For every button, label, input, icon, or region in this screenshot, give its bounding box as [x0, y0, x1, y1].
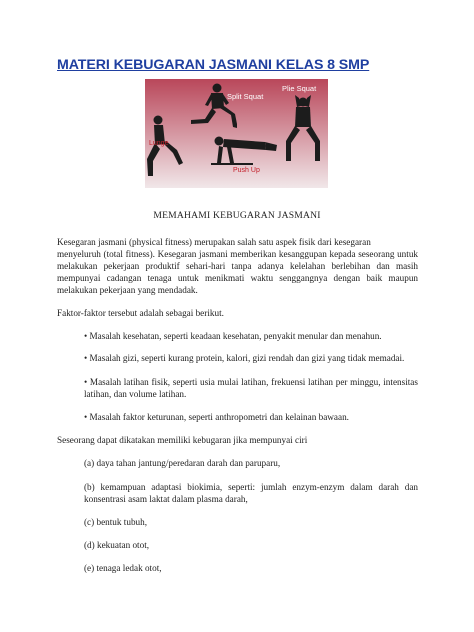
- page-title: MATERI KEBUGARAN JASMANI KELAS 8 SMP: [57, 57, 370, 73]
- list-item: • Masalah latihan fisik, seperti usia mulai latihan, frekuensi latihan per minggu, intensitas: [84, 377, 418, 387]
- list-item: • Masalah gizi, seperti kurang protein, kalori, gizi rendah dan gizi yang tidak memadai.: [84, 353, 405, 363]
- list-item: (d) kekuatan otot,: [84, 540, 150, 550]
- list-item-continuation: latihan, dan volume latihan.: [84, 389, 187, 399]
- intro-line: mempunyai cadangan tenaga untuk menikmati waktu senggangnya dengan baik maupun: [57, 273, 419, 283]
- list-item: (a) daya tahan jantung/peredaran darah dan paruparu,: [84, 458, 281, 468]
- intro-line: melakukan pekerjaan produktif sehari-hari tanpa adanya kelelahan berlebihan dan masih: [57, 261, 418, 271]
- list-item: (b) kemampuan adaptasi biokimia, seperti: jumlah enzym-enzym dalam darah dan: [84, 482, 419, 492]
- list-item: • Masalah faktor keturunan, seperti anthropometri dan kelainan bawaan.: [84, 412, 349, 422]
- intro-line: Kesegaran jasmani (physical fitness) merupakan salah satu aspek fisik dari kesegaran: [57, 237, 371, 247]
- list-item: (c) bentuk tubuh,: [84, 517, 148, 527]
- fitness-intro: Seseorang dapat dikatakan memiliki kebugaran jika mempunyai ciri: [57, 435, 308, 445]
- push-up-label: Push Up: [233, 167, 260, 174]
- list-item-continuation: konsentrasi asam laktat dalam plasma darah,: [84, 494, 248, 504]
- intro-line: melakukan pekerjaan yang mendadak.: [57, 285, 198, 295]
- section-heading: MEMAHAMI KEBUGARAN JASMANI: [153, 210, 321, 221]
- factors-intro: Faktor-faktor tersebut adalah sebagai berikut.: [57, 308, 224, 318]
- plie-squat-label: Plie Squat: [282, 84, 317, 93]
- exercise-illustration: [145, 79, 328, 188]
- intro-line: menyeluruh (total fitness). Kesegaran jasmani memberikan kesanggupan kepada seseorang untuk: [57, 249, 419, 259]
- list-item: • Masalah kesehatan, seperti keadaan kesehatan, penyakit menular dan menahun.: [84, 331, 382, 341]
- exercise-photo: [145, 79, 328, 188]
- split-squat-label: Split Squat: [227, 92, 264, 101]
- lunge-label: Lunge: [149, 140, 169, 147]
- list-item: (e) tenaga ledak otot,: [84, 563, 162, 573]
